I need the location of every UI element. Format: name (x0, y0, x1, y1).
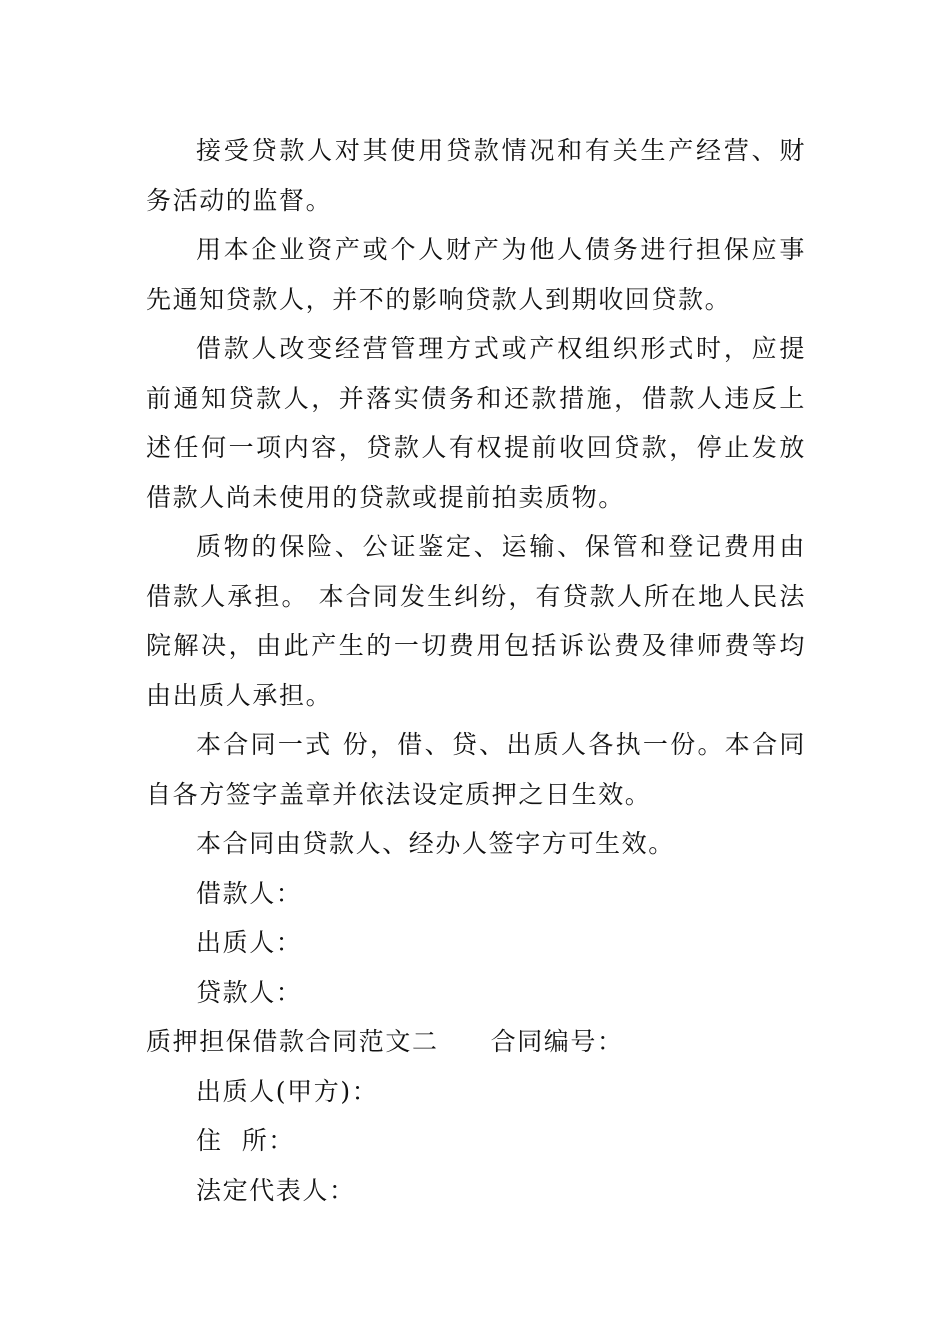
section-title: 质押担保借款合同范文二 (146, 1027, 439, 1056)
paragraph-restructuring: 借款人改变经营管理方式或产权组织形式时，应提前通知贷款人，并落实债务和还款措施，借款人违反上述任何一项内容，贷款人有权提前收回贷款，停止发放借款人尚未使用的贷款或提前拍卖质物。 (146, 334, 806, 512)
field-legal-representative: 法定代表人： (196, 1175, 356, 1205)
section-heading (146, 1017, 806, 1067)
signature-pledgor: 出质人： (196, 928, 303, 957)
paragraph-guarantee-notice: 用本企业资产或个人财产为他人债务进行担保应事先通知贷款人，并不的影响贷款人到期收回贷款。 (146, 235, 806, 314)
field-pledgor-party-a: 出质人(甲方)： (196, 1076, 379, 1106)
paragraph-signature-validity: 本合同由贷款人、经办人签字方可生效。 (196, 829, 675, 858)
document-body (146, 126, 806, 1215)
paragraph-supervision: 接受贷款人对其使用贷款情况和有关生产经营、财务活动的监督。 (146, 136, 806, 215)
paragraph-copies-effect: 本合同一式 份，借、贷、出质人各执一份。本合同自各方签字盖章并依法设定质押之日生效。 (146, 730, 806, 809)
signature-borrower: 借款人： (196, 878, 303, 908)
signature-lender: 贷款人： (196, 977, 303, 1007)
contract-number-label: 合同编号： (490, 1027, 624, 1056)
paragraph-costs-disputes: 质物的保险、公证鉴定、运输、保管和登记费用由借款人承担。 本合同发生纠纷，有贷款人所在地人民法院解决，由此产生的一切费用包括诉讼费及律师费等均由出质人承担。 (146, 532, 806, 710)
field-address: 住 所： (196, 1126, 295, 1155)
